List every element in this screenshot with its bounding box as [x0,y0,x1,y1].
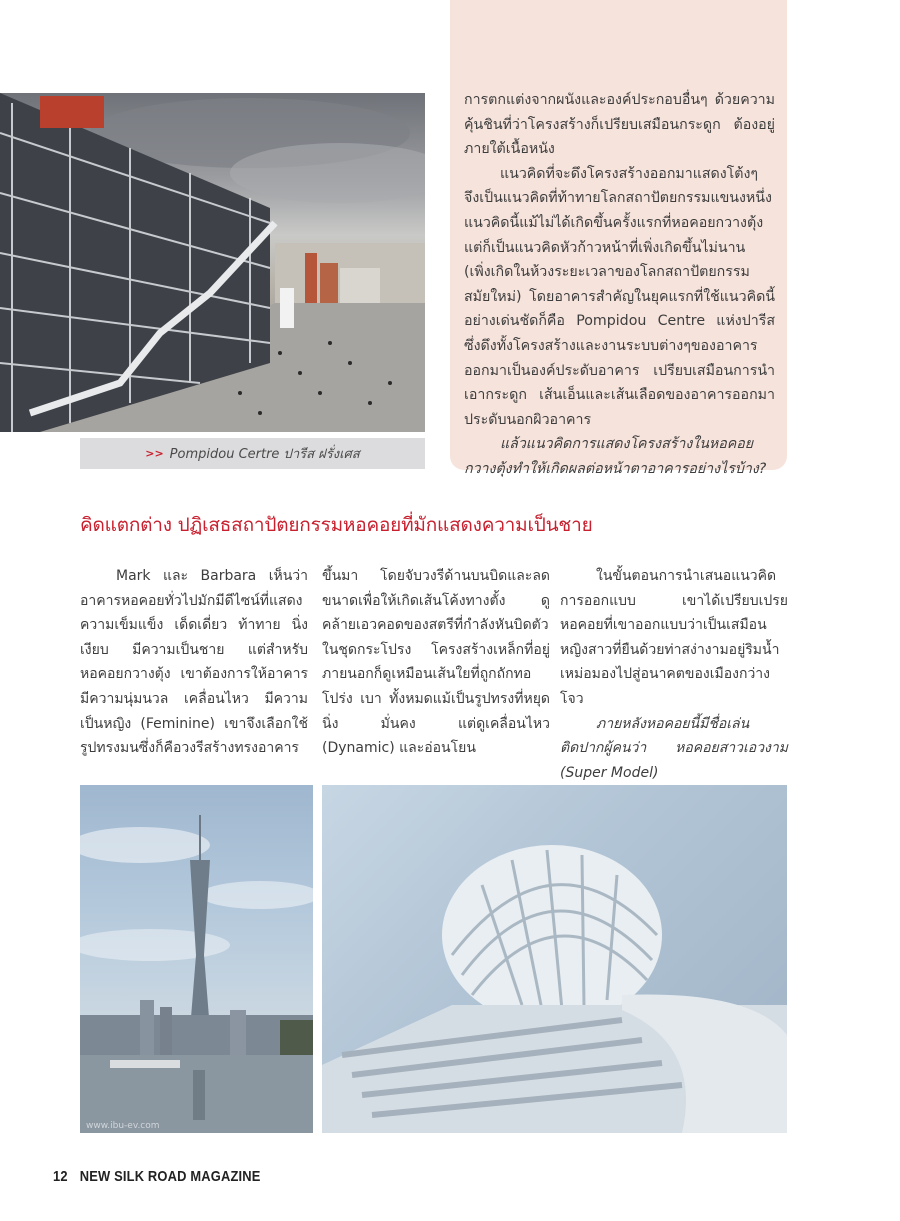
sidebar-paragraph: การตกแต่งจากผนังและองค์ประกอบอื่นๆ ด้วยความคุ้นชินที่ว่าโครงสร้างก็เปรียบเสมือนกระดูก ต้องอยู่ภายใต้เนื้อหนัง [464,92,775,158]
photo-watermark: www.ibu-ev.com [86,1121,160,1131]
tower-structure-render [322,785,787,1133]
column-paragraph: ขึ้นมา โดยจับวงรีด้านบนบิดและลดขนาดเพื่อให้เกิดเส้นโค้งทางตั้ง ดูคล้ายเอวคอดของสตรีที่กำลังหันบิดตัวในชุดกระโปรง โครงสร้างเหล็กที่อยู่ภายนอกก็ดูเหมือนเส้นใยที่ถูกถักทอ โปร่ง เบา ทั้งหมดแม้เป็นรูปทรงที่หยุดนิ่ง มั่นคง แต่ดูเคลื่อนไหว (Dynamic) และอ่อนโยน [322,568,550,757]
article-column-1 [80,564,308,761]
pompidou-illustration [0,93,425,432]
sidebar-text [464,88,775,482]
article-column-3 [560,564,788,785]
tower-render-illustration [322,785,787,1133]
sidebar-textbox [450,0,787,477]
sidebar-paragraph: แนวคิดที่จะดึงโครงสร้างออกมาแสดงโต้งๆ จึงเป็นแนวคิดที่ท้าทายโลกสถาปัตยกรรมแขนงหนึ่ง แนวคิดนี้แม้ไม่ได้เกิดขึ้นครั้งแรกที่หอคอยกวางตุ้ง แต่ก็เป็นแนวคิดหัวก้าวหน้าที่เพิ่งเกิดขึ้นไม่นาน (เพิ่งเกิดในห้วงระยะเวลาของโลกสถาปัตยกรรมสมัยใหม่) โดยอาคารสำคัญในยุคแรกที่ใช้แนวคิดนี้อย่างเด่นชัดก็คือ Pompidou Centre แห่งปารีส ซึ่งดึงทั้งโครงสร้างและงานระบบต่างๆของอาคารออกมาเป็นองค์ประดับอาคาร เปรียบเสมือนการนำเอากระดูก เส้นเอ็นและเส้นเลือดของอาคารออกมาประดับนอกผิวอาคาร [464,165,775,428]
column-paragraph: Mark และ Barbara เห็นว่าอาคารหอคอยทั่วไปมักมีดีไซน์ที่แสดงความเข็มแข็ง เด็ดเดี่ยว ท้าทาย นิ่งเงียบ มีความเป็นชาย แต่สำหรับหอคอยกวางตุ้ง เขาต้องการให้อาคารมีความนุ่มนวล เคลื่อนไหว มีความเป็นหญิง (Feminine) เขาจึงเลือกใช้รูปทรงมนซึ่งก็คือวงรีสร้างทรงอาคาร [80,568,308,757]
column-paragraph-italic: ภายหลังหอคอยนี้มีชื่อเล่นติดปากผู้คนว่า หอคอยสาวเอวงาม (Super Model) [560,715,788,781]
section-heading: คิดแตกต่าง ปฏิเสธสถาปัตยกรรมหอคอยที่มักแสดงความเป็นชาย [80,514,593,536]
pompidou-centre-photo [0,93,425,432]
magazine-name: NEW SILK ROAD MAGAZINE [79,1168,261,1185]
column-paragraph: ในขั้นตอนการนำเสนอแนวคิดการออกแบบ เขาได้เปรียบเปรยหอคอยที่เขาออกแบบว่าเป็นเสมือนหญิงสาวที่ยืนด้วยท่าสง่างามอยู่ริมน้ำ เหม่อมองไปสู่อนาคตของเมืองกว่างโจว [560,568,788,707]
canton-tower-photo [80,785,313,1133]
article-column-2 [322,564,550,761]
canton-tower-illustration [80,785,313,1133]
photo-caption [80,438,425,469]
page-number: 12 [53,1168,68,1185]
caption-marker-icon: >> [145,447,164,460]
sidebar-question: แล้วแนวคิดการแสดงโครงสร้างในหอคอยกวางตุ้งทำให้เกิดผลต่อหน้าตาอาคารอย่างไรบ้าง? [464,436,767,477]
caption-text: Pompidou Certre ปารีส ฝรั่งเศส [169,447,360,462]
page-footer [53,1168,261,1185]
